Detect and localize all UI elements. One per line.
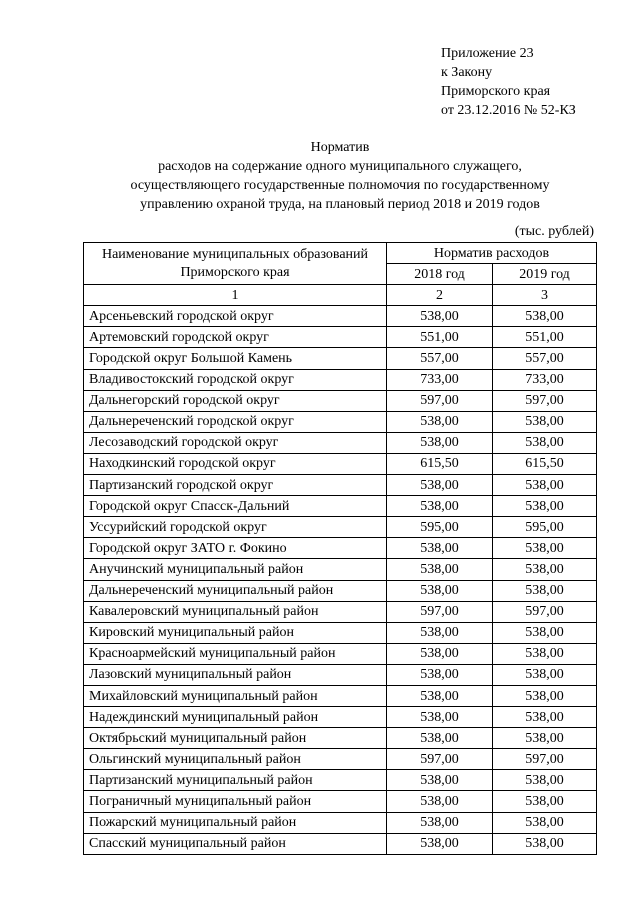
value-2019-cell: 538,00 <box>493 812 597 833</box>
value-2018-cell: 538,00 <box>387 791 493 812</box>
value-2019-cell: 538,00 <box>493 664 597 685</box>
table-row <box>84 791 597 812</box>
value-2018-cell: 538,00 <box>387 538 493 559</box>
value-2018-cell: 733,00 <box>387 369 493 390</box>
value-2018-cell: 597,00 <box>387 749 493 770</box>
value-2019-cell: 538,00 <box>493 685 597 706</box>
municipality-cell: Пожарский муниципальный район <box>84 812 387 833</box>
value-2019-cell: 538,00 <box>493 475 597 496</box>
value-2018-cell: 557,00 <box>387 348 493 369</box>
header-row <box>84 243 597 264</box>
table-row <box>84 622 597 643</box>
appendix-line: Приморского края <box>441 84 551 99</box>
index-row <box>84 285 597 306</box>
municipality-cell: Городской округ ЗАТО г. Фокино <box>84 538 387 559</box>
municipality-cell: Спасский муниципальный район <box>84 833 387 854</box>
value-2019-cell: 538,00 <box>493 833 597 854</box>
value-2019-cell: 538,00 <box>493 559 597 580</box>
municipality-cell: Артемовский городской округ <box>84 327 387 348</box>
municipality-cell: Пограничный муниципальный район <box>84 791 387 812</box>
value-2018-cell: 538,00 <box>387 812 493 833</box>
table-row <box>84 812 597 833</box>
value-2019-cell: 538,00 <box>493 538 597 559</box>
value-2019-cell: 595,00 <box>493 517 597 538</box>
table-row <box>84 685 597 706</box>
value-2019-cell: 538,00 <box>493 622 597 643</box>
value-2019-cell: 538,00 <box>493 411 597 432</box>
value-2018-cell: 538,00 <box>387 306 493 327</box>
value-2019-cell: 538,00 <box>493 580 597 601</box>
value-2019-cell: 597,00 <box>493 601 597 622</box>
municipality-cell: Дальнереченский муниципальный район <box>84 580 387 601</box>
municipality-cell: Городской округ Спасск-Дальний <box>84 496 387 517</box>
table-row <box>84 664 597 685</box>
table-row <box>84 432 597 453</box>
value-2018-cell: 615,50 <box>387 453 493 474</box>
value-2018-cell: 538,00 <box>387 475 493 496</box>
municipality-cell: Находкинский городской округ <box>84 453 387 474</box>
municipality-cell: Ольгинский муниципальный район <box>84 749 387 770</box>
header-municipality: Наименование муниципальных образований Приморского края <box>84 243 387 285</box>
title-line: расходов на содержание одного муниципального служащего, <box>158 159 522 174</box>
index-cell: 3 <box>493 285 597 306</box>
municipality-cell: Дальнереченский городской округ <box>84 411 387 432</box>
units-label: (тыс. рублей) <box>514 224 594 239</box>
value-2019-cell: 615,50 <box>493 453 597 474</box>
value-2019-cell: 551,00 <box>493 327 597 348</box>
municipality-cell: Партизанский городской округ <box>84 475 387 496</box>
table-row <box>84 475 597 496</box>
table-row <box>84 453 597 474</box>
value-2018-cell: 595,00 <box>387 517 493 538</box>
value-2019-cell: 538,00 <box>493 306 597 327</box>
header-year-2018: 2018 год <box>387 264 493 285</box>
value-2018-cell: 538,00 <box>387 643 493 664</box>
municipality-cell: Лазовский муниципальный район <box>84 664 387 685</box>
value-2018-cell: 538,00 <box>387 580 493 601</box>
value-2019-cell: 538,00 <box>493 496 597 517</box>
value-2019-cell: 538,00 <box>493 728 597 749</box>
table-row <box>84 728 597 749</box>
header-year-2019: 2019 год <box>493 264 597 285</box>
appendix-line: от 23.12.2016 № 52-КЗ <box>441 103 576 118</box>
table-row <box>84 390 597 411</box>
title-line: Норматив <box>310 140 370 155</box>
value-2018-cell: 597,00 <box>387 601 493 622</box>
table-row <box>84 327 597 348</box>
value-2018-cell: 538,00 <box>387 685 493 706</box>
value-2019-cell: 538,00 <box>493 791 597 812</box>
municipality-cell: Арсеньевский городской округ <box>84 306 387 327</box>
value-2018-cell: 538,00 <box>387 728 493 749</box>
value-2018-cell: 538,00 <box>387 770 493 791</box>
title-line: осуществляющего государственные полномочия по государственному <box>130 178 550 193</box>
value-2018-cell: 538,00 <box>387 664 493 685</box>
value-2018-cell: 538,00 <box>387 833 493 854</box>
value-2019-cell: 597,00 <box>493 749 597 770</box>
municipality-cell: Анучинский муниципальный район <box>84 559 387 580</box>
municipality-cell: Кировский муниципальный район <box>84 622 387 643</box>
table-row <box>84 411 597 432</box>
table-row <box>84 643 597 664</box>
municipality-cell: Октябрьский муниципальный район <box>84 728 387 749</box>
table-row <box>84 749 597 770</box>
appendix-block <box>441 44 576 120</box>
municipality-cell: Городской округ Большой Камень <box>84 348 387 369</box>
table-row <box>84 833 597 854</box>
value-2018-cell: 538,00 <box>387 411 493 432</box>
value-2019-cell: 538,00 <box>493 707 597 728</box>
appendix-line: к Закону <box>441 65 493 80</box>
document-title <box>84 138 596 214</box>
value-2018-cell: 551,00 <box>387 327 493 348</box>
index-cell: 1 <box>84 285 387 306</box>
index-cell: 2 <box>387 285 493 306</box>
value-2019-cell: 538,00 <box>493 643 597 664</box>
municipality-cell: Кавалеровский муниципальный район <box>84 601 387 622</box>
appendix-line: Приложение 23 <box>441 46 534 61</box>
norms-table <box>83 242 597 855</box>
table-row <box>84 306 597 327</box>
table-row <box>84 538 597 559</box>
value-2018-cell: 538,00 <box>387 432 493 453</box>
value-2019-cell: 597,00 <box>493 390 597 411</box>
table-row <box>84 369 597 390</box>
value-2018-cell: 597,00 <box>387 390 493 411</box>
municipality-cell: Партизанский муниципальный район <box>84 770 387 791</box>
table-row <box>84 601 597 622</box>
table-row <box>84 770 597 791</box>
header-norm-group: Норматив расходов <box>387 243 597 264</box>
municipality-cell: Владивостокский городской округ <box>84 369 387 390</box>
municipality-cell: Надеждинский муниципальный район <box>84 707 387 728</box>
municipality-cell: Лесозаводский городской округ <box>84 432 387 453</box>
table-row <box>84 559 597 580</box>
value-2018-cell: 538,00 <box>387 496 493 517</box>
municipality-cell: Красноармейский муниципальный район <box>84 643 387 664</box>
value-2019-cell: 538,00 <box>493 770 597 791</box>
table-row <box>84 707 597 728</box>
value-2019-cell: 538,00 <box>493 432 597 453</box>
municipality-cell: Дальнегорский городской округ <box>84 390 387 411</box>
value-2018-cell: 538,00 <box>387 707 493 728</box>
value-2019-cell: 733,00 <box>493 369 597 390</box>
value-2019-cell: 557,00 <box>493 348 597 369</box>
table-row <box>84 517 597 538</box>
title-line: управлению охраной труда, на плановый период 2018 и 2019 годов <box>140 197 540 212</box>
table-row <box>84 348 597 369</box>
table-row <box>84 496 597 517</box>
municipality-cell: Михайловский муниципальный район <box>84 685 387 706</box>
value-2018-cell: 538,00 <box>387 559 493 580</box>
value-2018-cell: 538,00 <box>387 622 493 643</box>
table-row <box>84 580 597 601</box>
municipality-cell: Уссурийский городской округ <box>84 517 387 538</box>
